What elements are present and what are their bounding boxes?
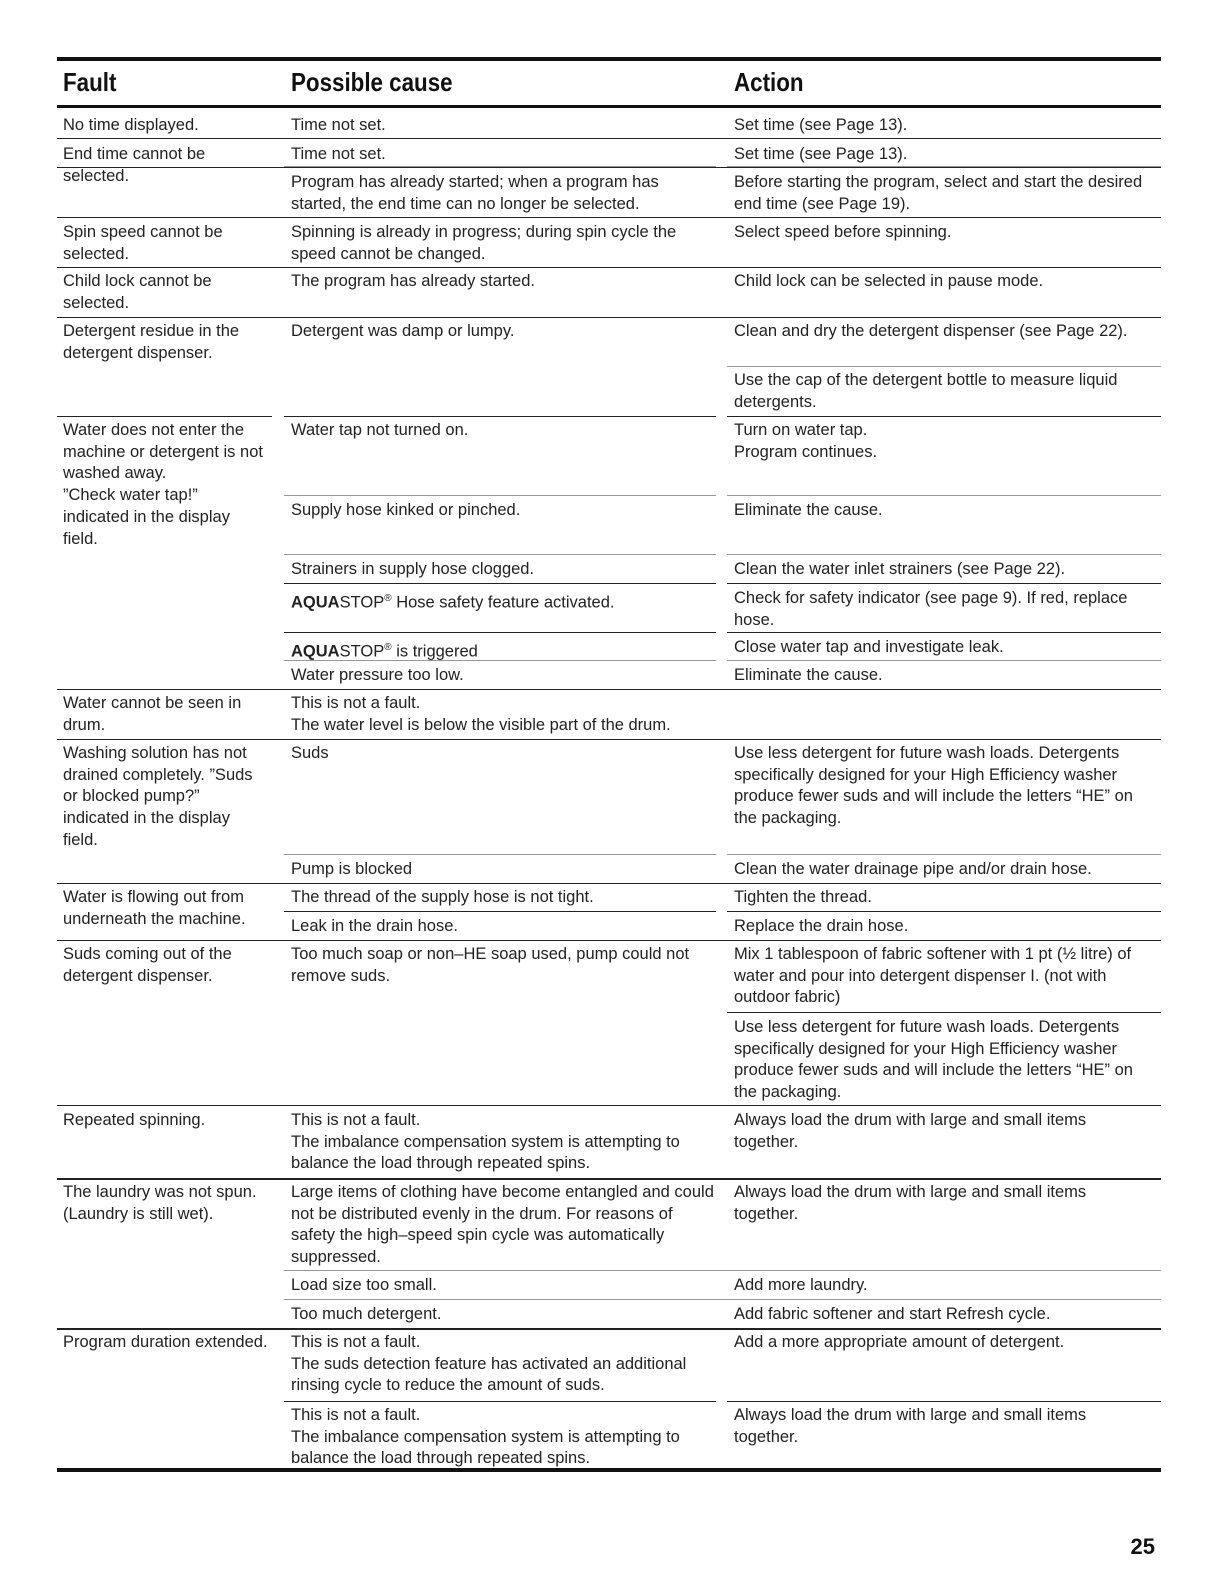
row-divider xyxy=(284,166,716,167)
action-cell: Eliminate the cause. xyxy=(734,666,883,684)
page-number: 25 xyxy=(1130,1534,1155,1559)
table-top-rule xyxy=(57,57,1161,61)
fault-cell: Washing solution has not drained completely. ”Suds or blocked pump?” indicated in the display field. xyxy=(63,744,253,849)
row-divider xyxy=(727,1401,1161,1402)
cause-cell: Large items of clothing have become entangled and could not be distributed evenly in the drum. For reasons of safety the high–speed spin cycle was automatically suppressed. xyxy=(291,1183,714,1267)
action-cell: Clean the water drainage pipe and/or drain hose. xyxy=(734,860,1092,878)
cause-cell: This is not a fault. The suds detection feature has activated an additional rinsing cycle to reduce the amount of suds. xyxy=(291,1333,687,1395)
cause-cell: Time not set. xyxy=(291,116,386,134)
fault-cell: Water does not enter the machine or detergent is not washed away. ”Check water tap!” indicated in the display field. xyxy=(63,421,263,548)
cause-cell: Spinning is already in progress; during spin cycle the speed cannot be changed. xyxy=(291,223,677,263)
action-cell: Set time (see Page 13). xyxy=(734,145,908,163)
action-cell: Always load the drum with large and small items together. xyxy=(734,1406,1087,1446)
row-divider xyxy=(284,1299,1161,1300)
action-cell: Always load the drum with large and small items together. xyxy=(734,1183,1087,1223)
cause-cell: The thread of the supply hose is not tight. xyxy=(291,888,594,906)
row-divider xyxy=(727,416,1161,417)
cause-cell: Too much detergent. xyxy=(291,1305,442,1323)
action-cell: Add more laundry. xyxy=(734,1276,868,1294)
action-cell: Clean and dry the detergent dispenser (see Page 22). xyxy=(734,322,1128,340)
registered-mark: ® xyxy=(384,642,392,653)
cause-cell: The program has already started. xyxy=(291,272,535,290)
cause-cell xyxy=(291,637,721,663)
aquastop-word: STOP xyxy=(339,593,385,612)
cell-text: is triggered xyxy=(391,642,478,661)
action-cell: Before starting the program, select and start the desired end time (see Page 19). xyxy=(734,173,1143,213)
aquastop-brand: AQUA xyxy=(291,593,340,612)
action-cell: Always load the drum with large and small items together. xyxy=(734,1111,1087,1151)
row-divider xyxy=(57,883,1161,884)
registered-mark: ® xyxy=(384,593,392,604)
row-divider xyxy=(727,632,1161,633)
row-divider xyxy=(284,416,716,417)
fault-cell: End time cannot be selected. xyxy=(63,145,206,185)
cause-cell: This is not a fault. The imbalance compensation system is attempting to balance the load through repeated spins. xyxy=(291,1111,680,1173)
cause-cell: Load size too small. xyxy=(291,1276,437,1294)
row-divider xyxy=(57,1178,1161,1180)
cause-cell: This is not a fault. The imbalance compensation system is attempting to balance the load through repeated spins. xyxy=(291,1406,680,1468)
cause-cell: Strainers in supply hose clogged. xyxy=(291,560,535,578)
row-divider xyxy=(57,416,272,417)
row-divider xyxy=(284,583,716,584)
cause-cell: Supply hose kinked or pinched. xyxy=(291,501,521,519)
row-divider xyxy=(284,911,716,912)
fault-cell: The laundry was not spun. (Laundry is still wet). xyxy=(63,1183,257,1223)
row-divider xyxy=(57,1105,1161,1106)
action-cell: Clean the water inlet strainers (see Page 22). xyxy=(734,560,1066,578)
fault-cell: Repeated spinning. xyxy=(63,1111,206,1129)
row-divider xyxy=(57,739,1161,740)
action-cell: Child lock can be selected in pause mode. xyxy=(734,272,1044,290)
row-divider xyxy=(284,854,716,855)
fault-column-header: Fault xyxy=(63,67,117,97)
aquastop-word: STOP xyxy=(339,642,385,661)
row-divider xyxy=(284,495,716,496)
action-column-header: Action xyxy=(734,67,804,97)
action-cell: Turn on water tap. Program continues. xyxy=(734,421,878,461)
row-divider xyxy=(727,495,1161,496)
row-divider xyxy=(57,940,1161,941)
row-divider xyxy=(727,166,1161,167)
action-cell: Use less detergent for future wash loads. Detergents specifically designed for your High Efficiency washer produce fewer suds and will include the letters “HE” on the packaging. xyxy=(734,1018,1133,1102)
cause-cell: Too much soap or non–HE soap used, pump could not remove suds. xyxy=(291,945,690,985)
row-divider xyxy=(57,217,1161,218)
action-cell: Eliminate the cause. xyxy=(734,501,883,519)
aquastop-brand: AQUA xyxy=(291,642,340,661)
row-divider xyxy=(727,660,1161,661)
action-cell: Mix 1 tablespoon of fabric softener with 1 pt (½ litre) of water and pour into detergent dispenser I. (not with outdoor fabric) xyxy=(734,945,1132,1007)
fault-cell: Water is flowing out from underneath the machine. xyxy=(63,888,246,928)
cause-cell: Detergent was damp or lumpy. xyxy=(291,322,515,340)
fault-cell: No time displayed. xyxy=(63,116,199,134)
row-divider xyxy=(727,854,1161,855)
action-cell: Add fabric softener and start Refresh cycle. xyxy=(734,1305,1051,1323)
fault-cell: Suds coming out of the detergent dispenser. xyxy=(63,945,232,985)
cause-cell: Leak in the drain hose. xyxy=(291,917,458,935)
row-divider xyxy=(727,554,1161,555)
action-cell: Use the cap of the detergent bottle to measure liquid detergents. xyxy=(734,371,1118,411)
cause-cell: Pump is blocked xyxy=(291,860,413,878)
action-cell: Select speed before spinning. xyxy=(734,223,952,241)
cell-text: Hose safety feature activated. xyxy=(391,593,615,612)
row-divider xyxy=(727,366,1161,367)
row-divider xyxy=(284,554,716,555)
cause-cell: Time not set. xyxy=(291,145,386,163)
row-divider xyxy=(284,1270,1161,1271)
cause-cell: This is not a fault. The water level is below the visible part of the drum. xyxy=(291,694,671,734)
action-cell: Add a more appropriate amount of detergent. xyxy=(734,1333,1065,1351)
cause-cell: Suds xyxy=(291,744,329,762)
row-divider xyxy=(57,267,1161,268)
row-divider xyxy=(57,317,1161,318)
action-cell: Set time (see Page 13). xyxy=(734,116,908,134)
action-cell: Use less detergent for future wash loads. Detergents specifically designed for your High Efficiency washer produce fewer suds and will include the letters “HE” on the packaging. xyxy=(734,744,1133,828)
fault-cell: Program duration extended. xyxy=(63,1333,268,1351)
action-cell: Replace the drain hose. xyxy=(734,917,909,935)
cause-cell: Water tap not turned on. xyxy=(291,421,469,439)
fault-cell: Water cannot be seen in drum. xyxy=(63,694,242,734)
fault-cell: Spin speed cannot be selected. xyxy=(63,223,223,263)
cause-column-header: Possible cause xyxy=(291,67,453,97)
fault-cell: Detergent residue in the detergent dispenser. xyxy=(63,322,240,362)
cause-cell: Program has already started; when a program has started, the end time can no longer be selected. xyxy=(291,173,659,213)
action-cell: Check for safety indicator (see page 9). If red, replace hose. xyxy=(734,589,1128,629)
row-divider xyxy=(57,1328,1161,1330)
action-cell: Tighten the thread. xyxy=(734,888,872,906)
row-divider xyxy=(727,911,1161,912)
row-divider xyxy=(57,689,1161,690)
row-divider xyxy=(57,138,1161,139)
cause-cell: Water pressure too low. xyxy=(291,666,464,684)
action-cell: Close water tap and investigate leak. xyxy=(734,638,1004,656)
row-divider xyxy=(727,583,1161,584)
fault-cell: Child lock cannot be selected. xyxy=(63,272,212,312)
table-bottom-rule xyxy=(57,1468,1161,1472)
row-divider xyxy=(284,632,716,633)
row-divider xyxy=(727,1012,1161,1013)
header-rule xyxy=(57,105,1161,108)
row-divider xyxy=(284,1401,716,1402)
cause-cell xyxy=(291,588,721,614)
